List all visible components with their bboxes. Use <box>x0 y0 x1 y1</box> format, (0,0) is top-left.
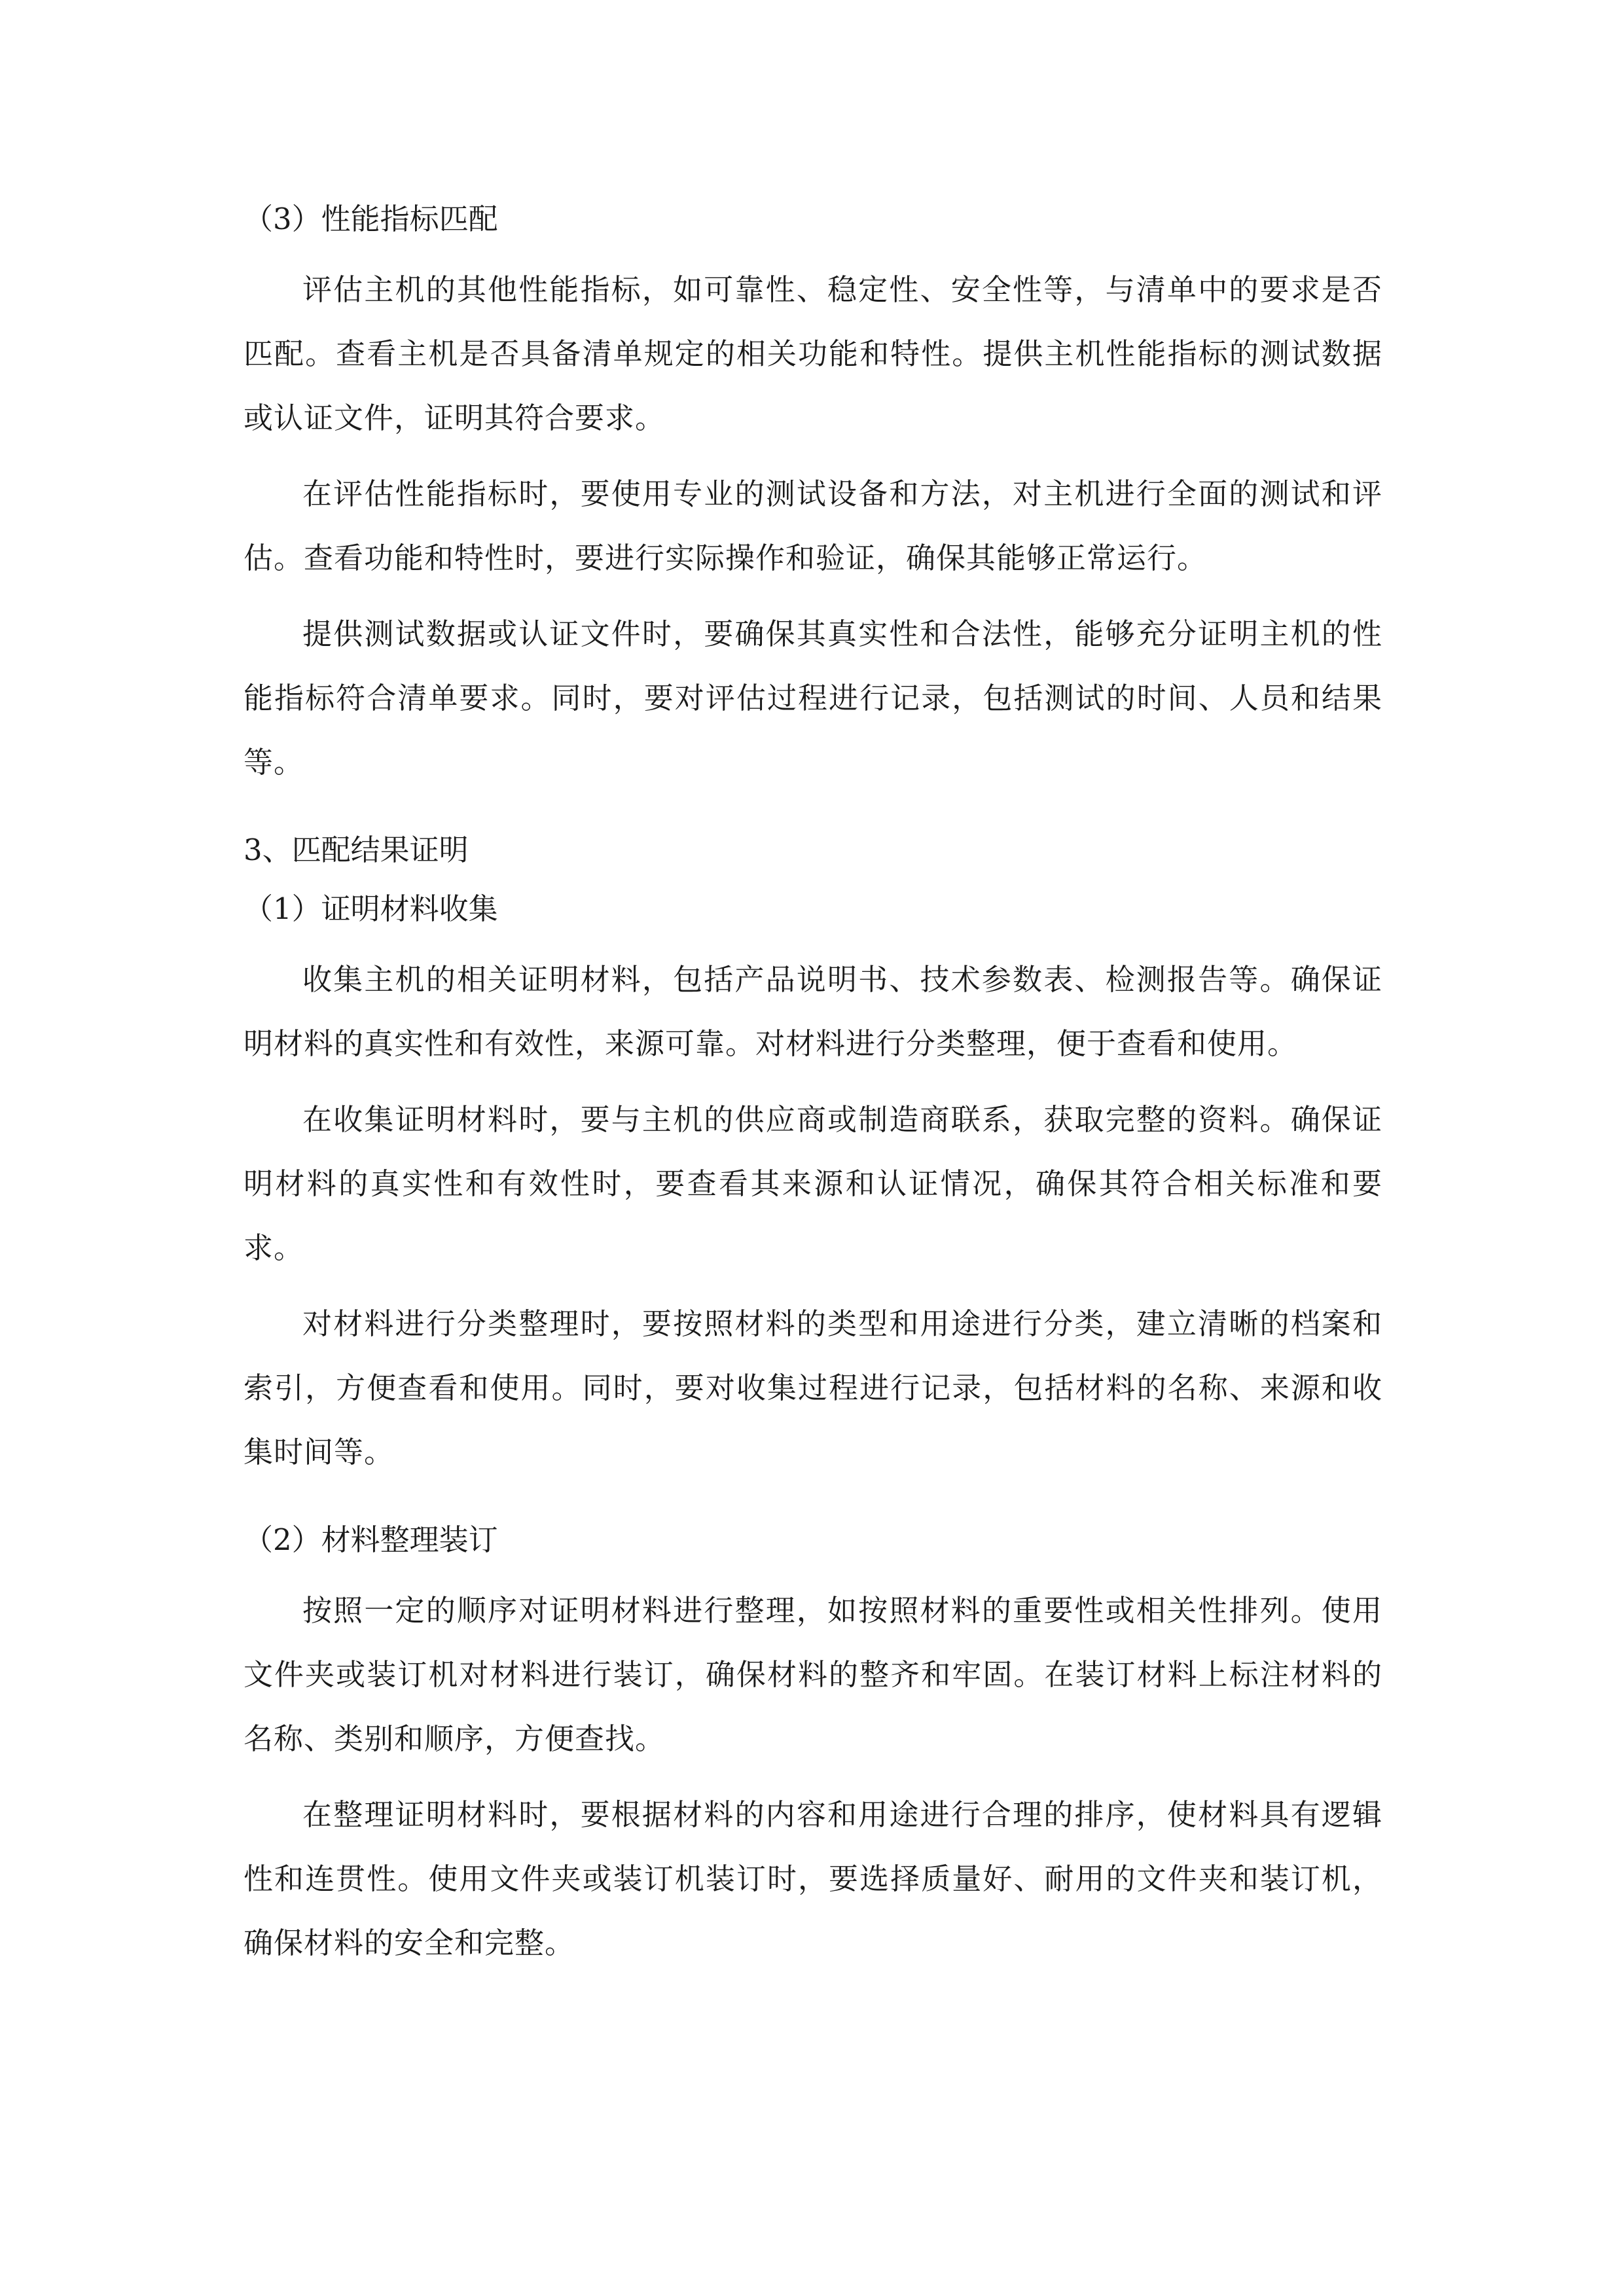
heading-performance-match: （3）性能指标匹配 <box>244 202 498 236</box>
paragraph: 按照一定的顺序对证明材料进行整理，如按照材料的重要性或相关性排列。使用文件夹或装订机对材料进行装订，确保材料的整齐和牢固。在装订材料上标注材料的名称、类别和顺序，方便查找。 <box>244 1593 1382 1756</box>
paragraph: 收集主机的相关证明材料，包括产品说明书、技术参数表、检测报告等。确保证明材料的真实性和有效性，来源可靠。对材料进行分类整理，便于查看和使用。 <box>244 962 1382 1061</box>
heading-material-collection: （1）证明材料收集 <box>244 891 498 926</box>
paragraph: 评估主机的其他性能指标，如可靠性、稳定性、安全性等，与清单中的要求是否匹配。查看主机是否具备清单规定的相关功能和特性。提供主机性能指标的测试数据或认证文件，证明其符合要求。 <box>244 272 1382 435</box>
paragraph: 对材料进行分类整理时，要按照材料的类型和用途进行分类，建立清晰的档案和索引，方便查看和使用。同时，要对收集过程进行记录，包括材料的名称、来源和收集时间等。 <box>244 1306 1382 1469</box>
paragraph: 在收集证明材料时，要与主机的供应商或制造商联系，获取完整的资料。确保证明材料的真实性和有效性时，要查看其来源和认证情况，确保其符合相关标准和要求。 <box>244 1102 1382 1265</box>
paragraph: 提供测试数据或认证文件时，要确保其真实性和合法性，能够充分证明主机的性能指标符合清单要求。同时，要对评估过程进行记录，包括测试的时间、人员和结果等。 <box>244 617 1382 780</box>
document-body <box>244 190 1382 1987</box>
heading-material-binding: （2）材料整理装订 <box>244 1522 498 1557</box>
paragraph: 在评估性能指标时，要使用专业的测试设备和方法，对主机进行全面的测试和评估。查看功能和特性时，要进行实际操作和验证，确保其能够正常运行。 <box>244 476 1382 575</box>
heading-match-result: 3、匹配结果证明 <box>244 833 469 867</box>
paragraph: 在整理证明材料时，要根据材料的内容和用途进行合理的排序，使材料具有逻辑性和连贯性。使用文件夹或装订机装订时，要选择质量好、耐用的文件夹和装订机，确保材料的安全和完整。 <box>244 1797 1382 1960</box>
